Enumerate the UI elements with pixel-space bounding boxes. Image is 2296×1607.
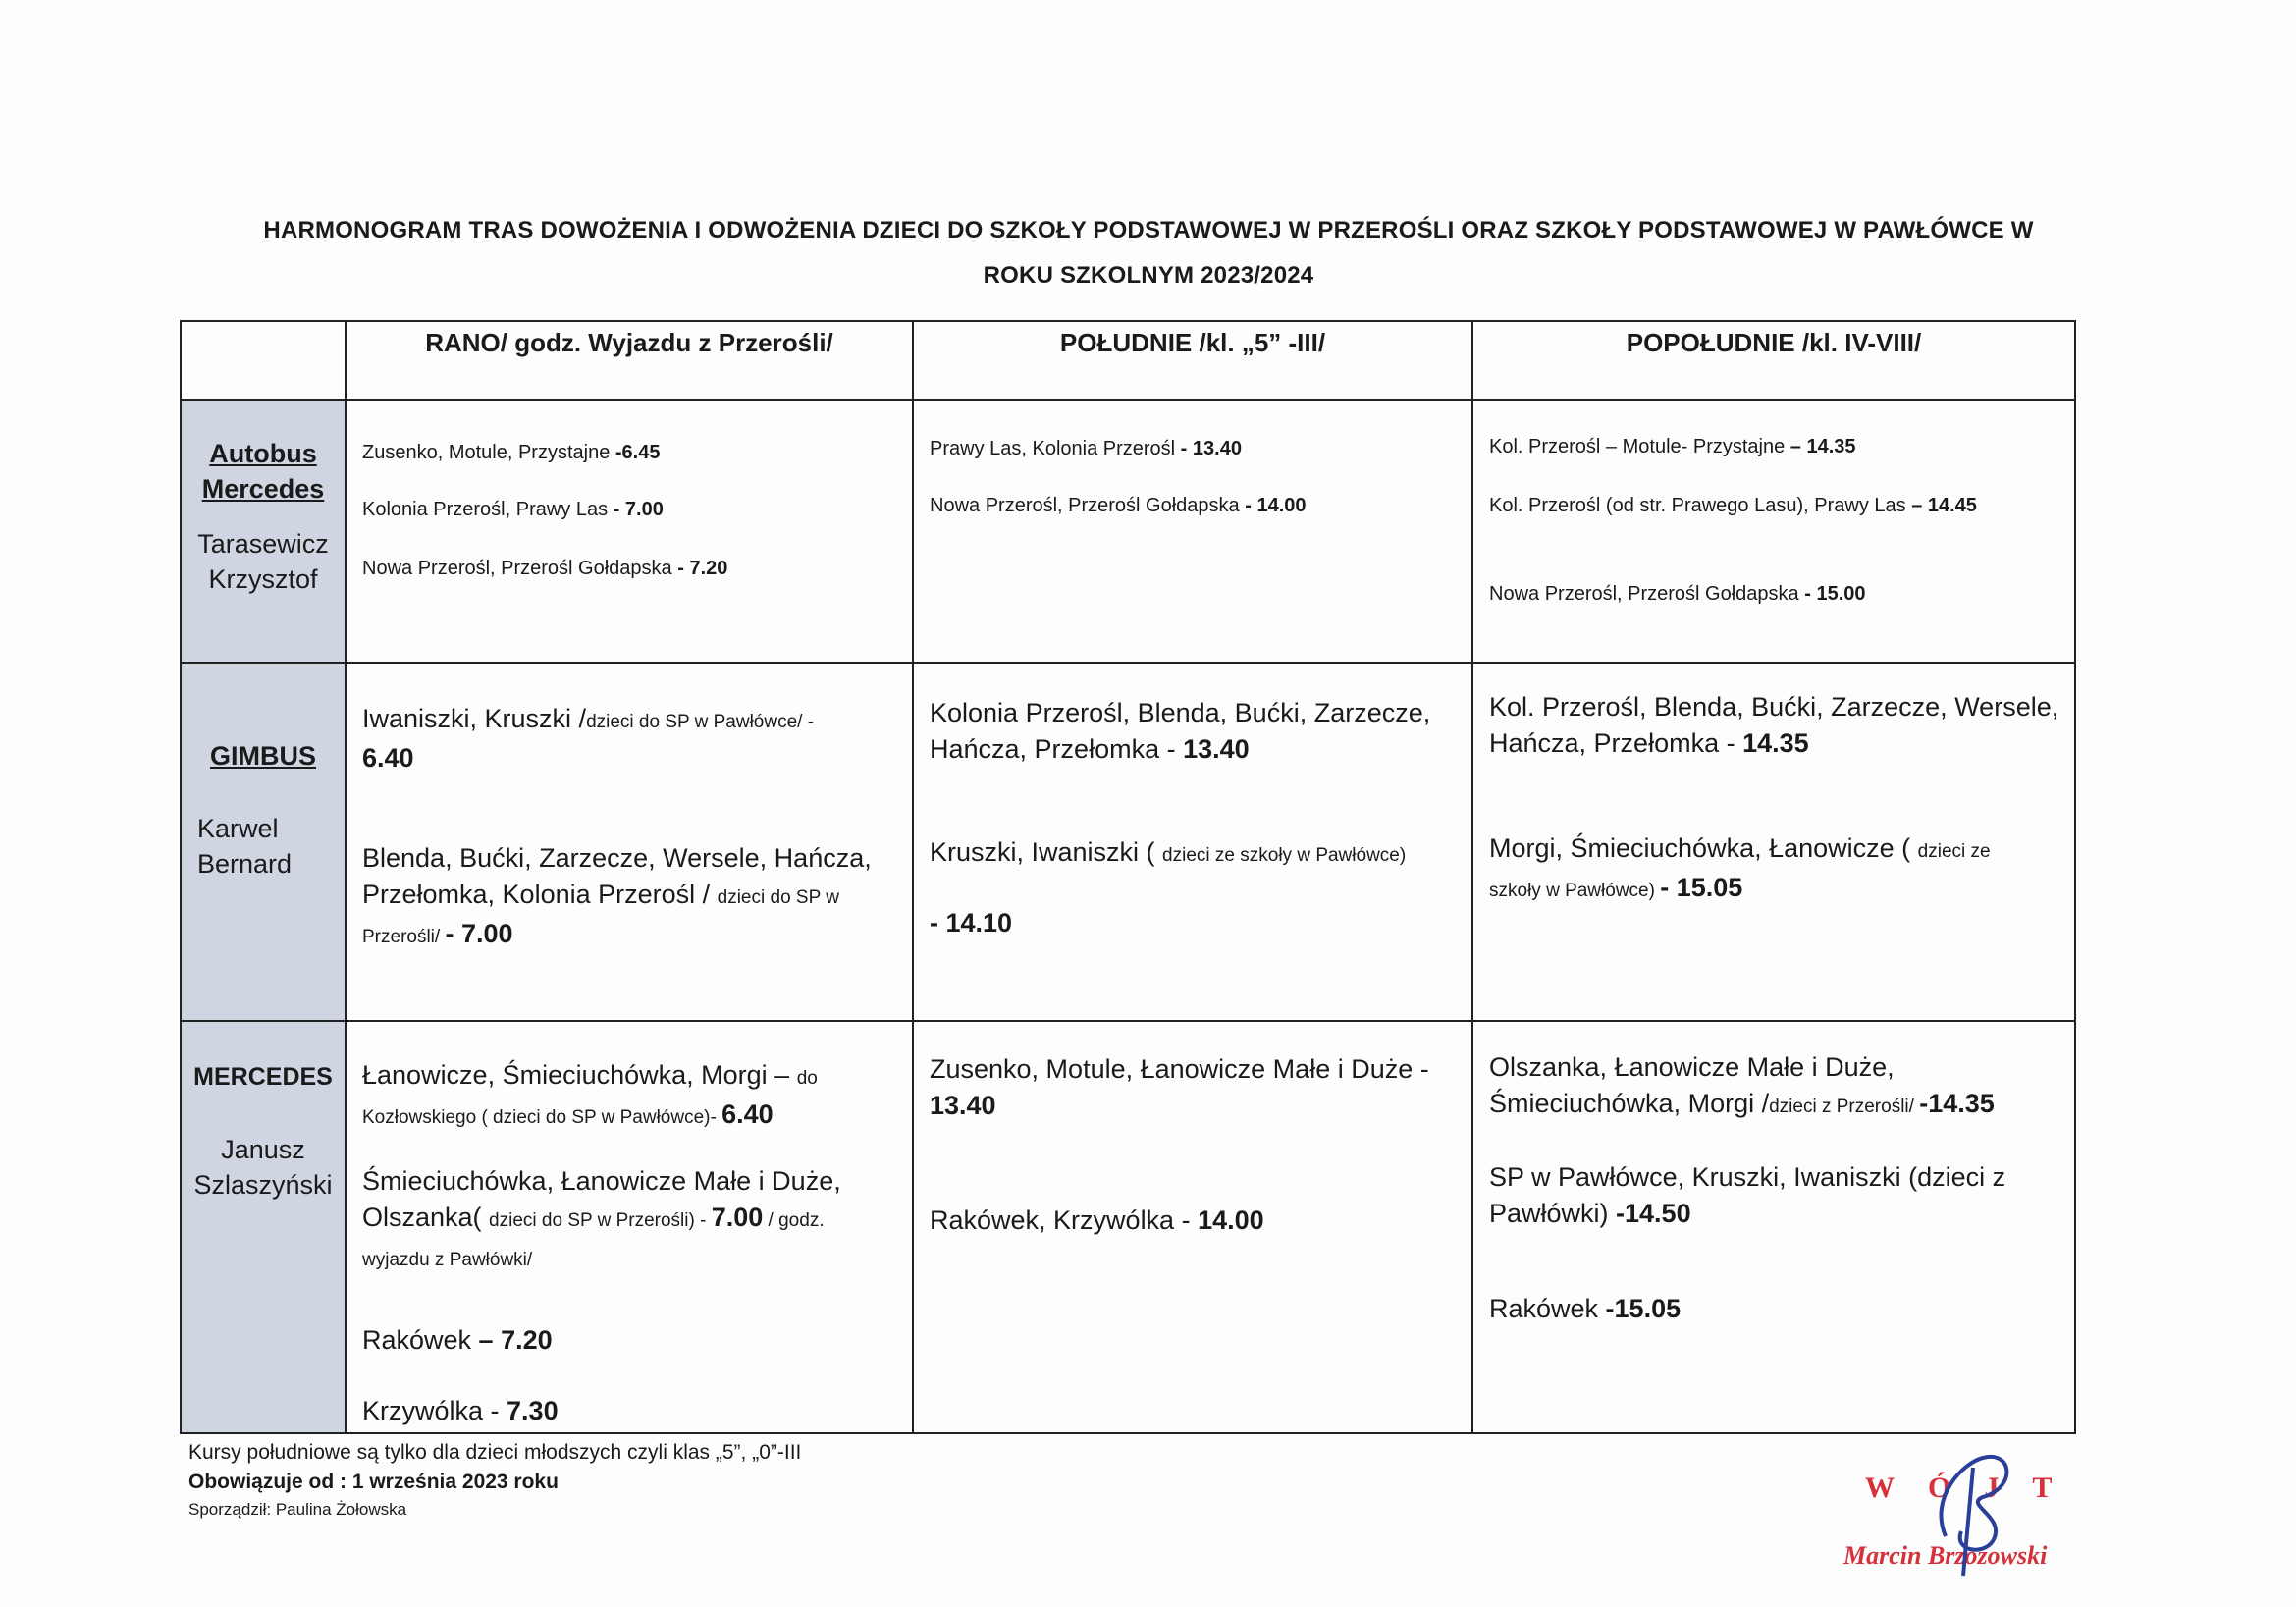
header-poludnie: POŁUDNIE /kl. „5” -III/ (913, 321, 1472, 400)
vehicle-name: MERCEDES (193, 1063, 333, 1091)
route-entry: Iwaniszki, Kruszki /dzieci do SP w Pawłówce/ - 6.40 (362, 704, 815, 773)
route-entry: Olszanka, Łanowicze Małe i Duże, Śmieciuchówka, Morgi /dzieci z Przerośli/ -14.35 (1489, 1052, 1995, 1118)
route-entry: Blenda, Bućki, Zarzecze, Wersele, Hańcza, Przełomka, Kolonia Przerośl / dzieci do SP w Przerośli/ - 7.00 (362, 843, 872, 948)
route-entry: Zusenko, Motule, Przystajne -6.45 (362, 442, 661, 463)
header-row (181, 321, 2075, 400)
driver-name: Szlaszyński (193, 1170, 333, 1200)
title-line-2: ROKU SZKOLNYM 2023/2024 (983, 262, 1314, 289)
footer-note: Kursy południowe są tylko dla dzieci młodszych czyli klas „5”, „0”-III (188, 1441, 802, 1464)
route-entry: Prawy Las, Kolonia Przerośl - 13.40 (930, 438, 1242, 459)
route-entry: Rakówek – 7.20 (362, 1325, 553, 1355)
route-entry: Kol. Przerośl (od str. Prawego Lasu), Prawy Las – 14.45 (1489, 495, 1977, 516)
vehicle-cell (181, 1021, 346, 1433)
route-entry: Kolonia Przerośl, Blenda, Bućki, Zarzecze, Hańcza, Przełomka - 13.40 (930, 698, 1431, 764)
signature-graphic (1836, 1438, 2110, 1585)
header-popoludnie: POPOŁUDNIE /kl. IV-VIII/ (1472, 321, 2075, 400)
schedule-table (180, 320, 2076, 1434)
route-entry: Rakówek -15.05 (1489, 1294, 1682, 1323)
poludnie-cell (913, 663, 1472, 1021)
driver-name: Janusz (221, 1135, 305, 1164)
stamp-title: WÓJT (1865, 1472, 2086, 1504)
route-entry: Kolonia Przerośl, Prawy Las - 7.00 (362, 499, 664, 520)
popoludnie-cell (1472, 1021, 2075, 1433)
document-title (147, 208, 2150, 298)
popoludnie-cell (1472, 663, 2075, 1021)
driver-name: Bernard (197, 849, 293, 879)
table-row (181, 1021, 2075, 1433)
route-entry: Krzywólka - 7.30 (362, 1396, 559, 1425)
driver-name: Tarasewicz (197, 529, 329, 559)
route-entry: Rakówek, Krzywólka - 14.00 (930, 1205, 1264, 1235)
route-entry: Kol. Przerośl – Motule- Przystajne – 14.35 (1489, 436, 1856, 457)
footer-prepared-by: Sporządził: Paulina Żołowska (188, 1500, 407, 1519)
poludnie-cell (913, 1021, 1472, 1433)
rano-cell (346, 663, 913, 1021)
table-row (181, 663, 2075, 1021)
route-entry: Zusenko, Motule, Łanowicze Małe i Duże - 13.40 (930, 1054, 1429, 1120)
route-entry-time: - 14.10 (930, 908, 1013, 937)
vehicle-cell (181, 663, 346, 1021)
title-line-1: HARMONOGRAM TRAS DOWOŻENIA I ODWOŻENIA DZIECI DO SZKOŁY PODSTAWOWEJ W PRZEROŚLI ORAZ SZKOŁY PODSTAWOWEJ W PAWŁÓWCE W (263, 217, 2034, 243)
route-entry: SP w Pawłówce, Kruszki, Iwaniszki (dzieci z Pawłówki) -14.50 (1489, 1162, 2006, 1228)
route-entry: Nowa Przerośl, Przerośl Gołdapska - 14.00 (930, 495, 1307, 516)
route-entry: Łanowicze, Śmieciuchówka, Morgi – do Kozłowskiego ( dzieci do SP w Pawłówce)- 6.40 (362, 1060, 818, 1129)
header-rano: RANO/ godz. Wyjazdu z Przerośli/ (346, 321, 913, 400)
route-entry: Nowa Przerośl, Przerośl Gołdapska - 7.20 (362, 558, 728, 579)
route-entry: Kruszki, Iwaniszki ( dzieci ze szkoły w Pawłówce) (930, 837, 1407, 867)
route-entry: Kol. Przerośl, Blenda, Bućki, Zarzecze, Wersele, Hańcza, Przełomka - 14.35 (1489, 692, 2059, 758)
poludnie-cell (913, 400, 1472, 663)
vehicle-name: Autobus (209, 439, 317, 468)
vehicle-name: GIMBUS (210, 741, 316, 771)
stamp-name: Marcin Brzozowski (1843, 1541, 2048, 1570)
route-entry: Morgi, Śmieciuchówka, Łanowicze ( dzieci ze szkoły w Pawłówce) - 15.05 (1489, 833, 1991, 902)
popoludnie-cell (1472, 400, 2075, 663)
driver-name: Karwel (197, 814, 279, 843)
wojt-stamp-signature (1836, 1438, 2110, 1585)
footer-valid-from: Obowiązuje od : 1 września 2023 roku (188, 1471, 559, 1493)
route-entry: Nowa Przerośl, Przerośl Gołdapska - 15.00 (1489, 583, 1866, 605)
vehicle-cell (181, 400, 346, 663)
route-entry: Śmieciuchówka, Łanowicze Małe i Duże, Olszanka( dzieci do SP w Przerośli) - 7.00 / godz. wyjazdu z Pawłówki/ (362, 1166, 841, 1270)
table-row (181, 400, 2075, 663)
header-empty-cell (181, 321, 346, 400)
vehicle-name: Mercedes (201, 474, 325, 504)
driver-name: Krzysztof (208, 564, 318, 594)
rano-cell (346, 1021, 913, 1433)
rano-cell (346, 400, 913, 663)
